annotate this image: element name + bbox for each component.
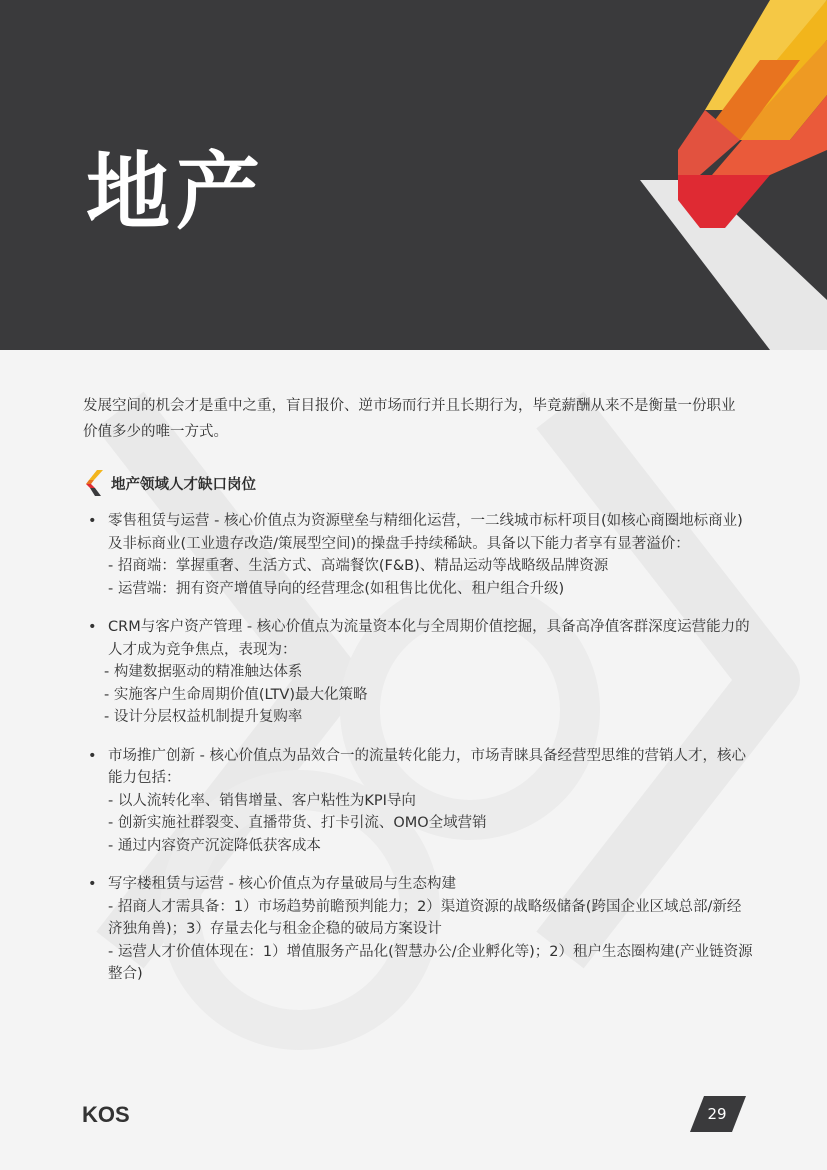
talent-gap-list [88, 510, 753, 986]
chevron-bullet-icon [83, 470, 103, 496]
sub-item: - 创新实施社群裂变、直播带货、打卡引流、OMO全域营销 [108, 815, 487, 831]
sub-item: - 运营人才价值体现在：1）增值服务产品化(智慧办公/企业孵化等)；2）租户生态圈构建(产业链资源整合) [108, 943, 753, 982]
svg-text:KOS: KOS [82, 1102, 130, 1126]
page-title: 地产 [86, 143, 267, 241]
sub-item: - 招商端：掌握重奢、生活方式、高端餐饮(F&B)、精品运动等战略级品牌资源 [108, 558, 609, 574]
item-title: 零售租赁与运营 - 核心价值点为资源壁垒与精细化运营，一二线城市标杆项目(如核心商圈地标商业)及非标商业(工业遗存改造/策展型空间)的操盘手持续稀缺。具备以下能力者享有显著溢价： [108, 513, 743, 552]
kos-logo [82, 1102, 134, 1126]
list-item [88, 616, 753, 729]
page-number: 29 [707, 1105, 727, 1123]
list-item [88, 510, 753, 600]
list-item [88, 745, 753, 858]
bullet-icon: • [88, 747, 97, 764]
intro-paragraph: 发展空间的机会才是重中之重，盲目报价、逆市场而行并且长期行为，毕竟薪酬从来不是衡量一份职业价值多少的唯一方式。 [83, 398, 736, 440]
section-title: 地产领域人才缺口岗位 [111, 476, 256, 493]
list-item [88, 873, 753, 986]
sub-item: - 设计分层权益机制提升复购率 [104, 709, 303, 725]
bullet-icon: • [88, 876, 97, 892]
sub-item: - 以人流转化率、销售增量、客户粘性为KPI导向 [108, 792, 416, 809]
sub-item: - 招商人才需具备：1）市场趋势前瞻预判能力；2）渠道资源的战略级储备(跨国企业区域总部/新经济独角兽)；3）存量去化与租金企稳的破局方案设计 [108, 898, 742, 937]
item-title: CRM与客户资产管理 - 核心价值点为流量资本化与全周期价值挖掘，具备高净值客群深度运营能力的人才成为竞争焦点，表现为： [108, 619, 750, 658]
sub-item: - 通过内容资产沉淀降低获客成本 [108, 837, 321, 854]
header-banner [0, 0, 827, 350]
bullet-icon: • [88, 619, 97, 635]
sub-item: - 实施客户生命周期价值(LTV)最大化策略 [104, 686, 368, 703]
item-title: 市场推广创新 - 核心价值点为品效合一的流量转化能力，市场青睐具备经营型思维的营销人才，核心能力包括： [108, 747, 746, 786]
item-title: 写字楼租赁与运营 - 核心价值点为存量破局与生态构建 [108, 876, 456, 892]
sub-item: - 构建数据驱动的精准触达体系 [104, 664, 303, 680]
sub-item: - 运营端：拥有资产增值导向的经营理念(如租售比优化、租户组合升级) [108, 580, 565, 597]
section-heading [83, 470, 256, 496]
bullet-icon: • [88, 513, 97, 529]
